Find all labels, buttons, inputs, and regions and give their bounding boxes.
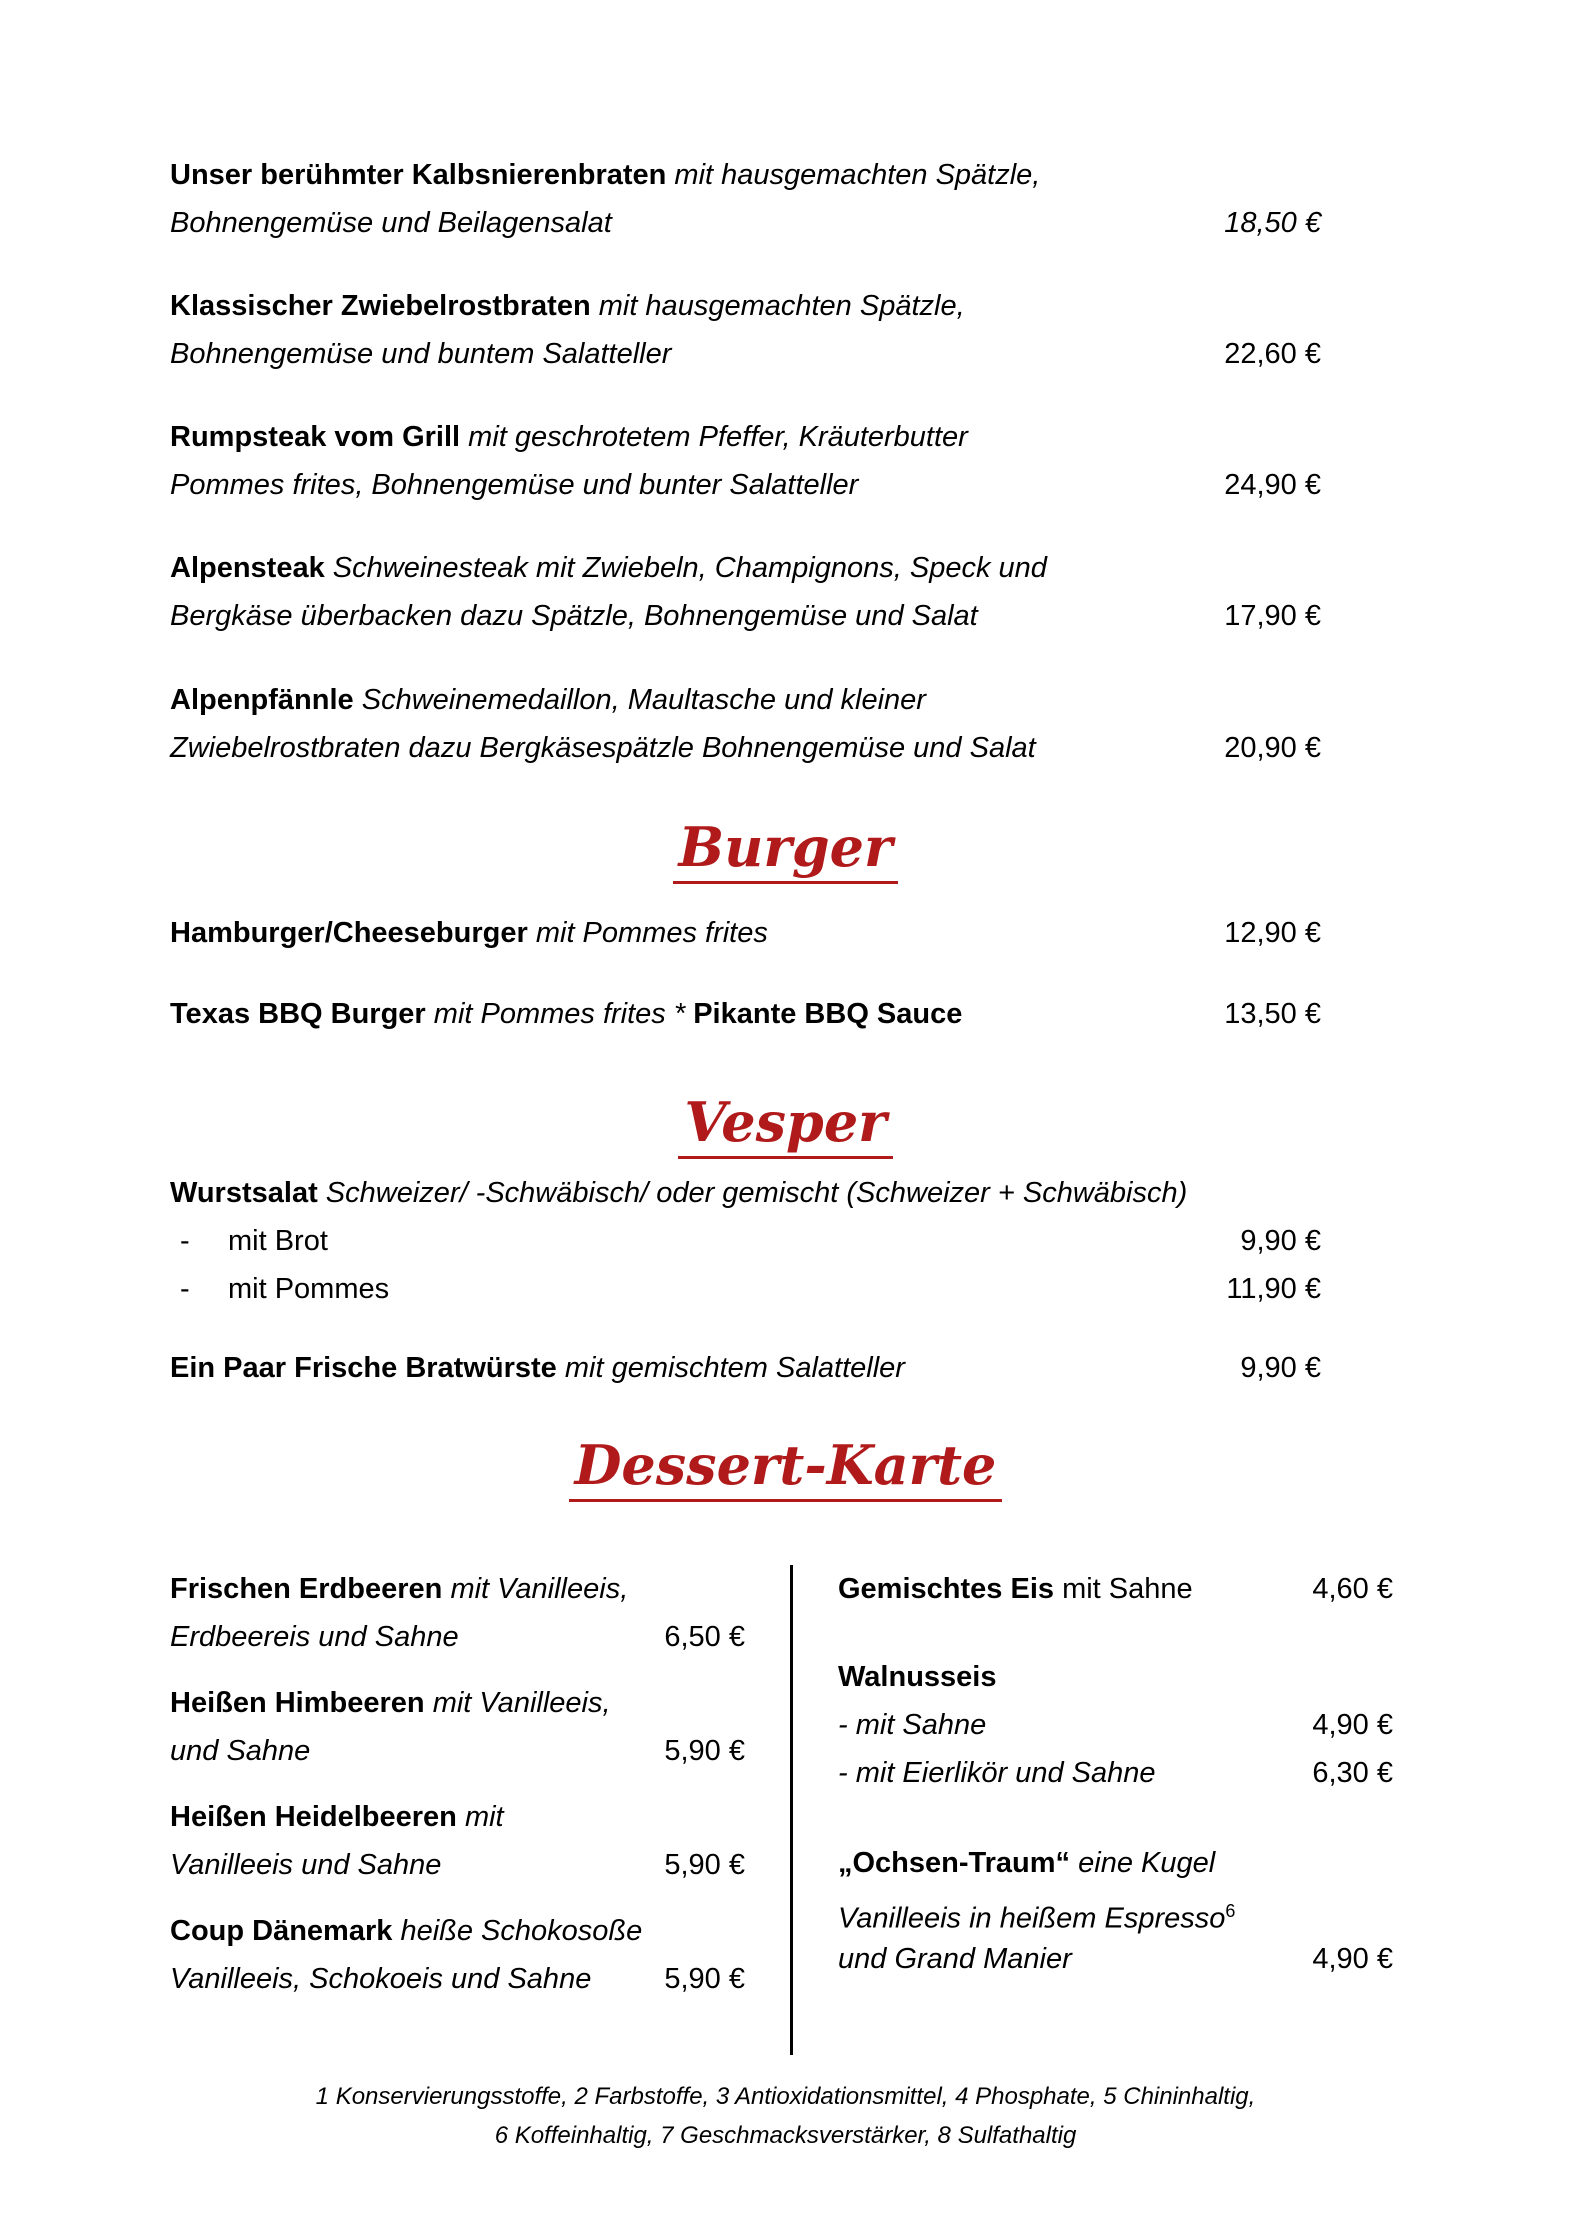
dish-name: Walnusseis bbox=[838, 1661, 997, 1693]
dish-desc: Bohnengemüse und Beilagensalat bbox=[170, 207, 612, 239]
dish-name: Hamburger/Cheeseburger bbox=[170, 917, 528, 949]
dish-name: Texas BBQ Burger bbox=[170, 998, 426, 1030]
dish-price: 17,90 € bbox=[1224, 600, 1321, 632]
section-title-burger: Burger bbox=[0, 815, 1571, 879]
dish-desc: mit Sahne bbox=[1062, 1573, 1193, 1605]
dish-price: 20,90 € bbox=[1224, 732, 1321, 764]
dish-desc: mit Vanilleeis, bbox=[432, 1687, 611, 1719]
dish-desc: Bergkäse überbacken dazu Spätzle, Bohnengemüse und Salat bbox=[170, 600, 978, 632]
dish-price: 24,90 € bbox=[1224, 469, 1321, 501]
option-price: 4,90 € bbox=[1312, 1709, 1393, 1741]
footnote-line: 1 Konservierungsstoffe, 2 Farbstoffe, 3 Antioxidationsmittel, 4 Phosphate, 5 Chininhaltig, bbox=[315, 2083, 1256, 2110]
dish-name: Unser berühmter Kalbsnierenbraten bbox=[170, 159, 667, 191]
dish-extra: Pikante BBQ Sauce bbox=[693, 998, 963, 1030]
dish-desc: eine Kugel bbox=[1078, 1847, 1216, 1879]
dish-name: Frischen Erdbeeren bbox=[170, 1573, 443, 1605]
footnote-line: 6 Koffeinhaltig, 7 Geschmacksverstärker, 8 Sulfathaltig bbox=[494, 2122, 1077, 2149]
option-dash: - bbox=[180, 1273, 190, 1305]
option-dash: - bbox=[180, 1225, 190, 1257]
option-label: mit Pommes bbox=[228, 1273, 390, 1305]
section-title-vesper: Vesper bbox=[0, 1090, 1571, 1154]
dish-desc: heiße Schokosoße bbox=[400, 1915, 643, 1947]
dish-desc: mit Pommes frites * bbox=[433, 998, 686, 1030]
dish-desc: Erdbeereis und Sahne bbox=[170, 1621, 459, 1653]
option-label: - mit Eierlikör und Sahne bbox=[838, 1757, 1156, 1789]
dish-price: 4,60 € bbox=[1312, 1573, 1393, 1605]
option-price: 6,30 € bbox=[1312, 1757, 1393, 1789]
dish-name: Ein Paar Frische Bratwürste bbox=[170, 1352, 557, 1384]
dish-price: 6,50 € bbox=[664, 1621, 745, 1653]
dish-desc: mit geschrotetem Pfeffer, Kräuterbutter bbox=[468, 421, 968, 453]
dish-price: 13,50 € bbox=[1224, 998, 1321, 1030]
footnote-ref: 6 bbox=[1225, 1901, 1236, 1921]
dish-name: „Ochsen-Traum“ bbox=[838, 1847, 1071, 1879]
column-divider bbox=[790, 1565, 793, 2055]
section-title-dessert: Dessert-Karte bbox=[0, 1433, 1571, 1497]
dish-desc: mit gemischtem Salatteller bbox=[564, 1352, 905, 1384]
dish-desc: Schweinesteak mit Zwiebeln, Champignons, Speck und bbox=[332, 552, 1047, 584]
dish-desc: Zwiebelrostbraten dazu Bergkäsespätzle Bohnengemüse und Salat bbox=[170, 732, 1036, 764]
dish-price: 18,50 € bbox=[1224, 207, 1321, 239]
dish-name: Rumpsteak vom Grill bbox=[170, 421, 461, 453]
dish-price: 12,90 € bbox=[1224, 917, 1321, 949]
dish-price: 5,90 € bbox=[664, 1735, 745, 1767]
dish-desc: mit hausgemachten Spätzle, bbox=[674, 159, 1041, 191]
dish-name: Alpensteak bbox=[170, 552, 325, 584]
dish-desc: mit bbox=[464, 1801, 504, 1833]
dish-name: Heißen Heidelbeeren bbox=[170, 1801, 457, 1833]
dish-name: Klassischer Zwiebelrostbraten bbox=[170, 290, 591, 322]
option-price: 11,90 € bbox=[1226, 1273, 1321, 1305]
dish-desc: mit Vanilleeis, bbox=[450, 1573, 629, 1605]
option-label: mit Brot bbox=[228, 1225, 328, 1257]
dish-name: Gemischtes Eis bbox=[838, 1573, 1054, 1605]
dish-desc: Vanilleeis, Schokoeis und Sahne bbox=[170, 1963, 592, 1995]
dish-desc: Vanilleeis in heißem Espresso bbox=[838, 1902, 1226, 1935]
dish-name: Alpenpfännle bbox=[170, 684, 354, 716]
dish-desc: und Sahne bbox=[170, 1735, 311, 1767]
dish-desc: Vanilleeis und Sahne bbox=[170, 1849, 442, 1881]
dish-desc: und Grand Manier bbox=[838, 1943, 1072, 1975]
option-label: - mit Sahne bbox=[838, 1709, 987, 1741]
dish-name: Coup Dänemark bbox=[170, 1915, 393, 1947]
dish-desc: Schweizer/ -Schwäbisch/ oder gemischt (Schweizer + Schwäbisch) bbox=[325, 1177, 1188, 1209]
dish-desc: mit Pommes frites bbox=[535, 917, 768, 949]
dish-price: 5,90 € bbox=[664, 1849, 745, 1881]
dish-desc: Bohnengemüse und buntem Salatteller bbox=[170, 338, 672, 370]
dish-desc: mit hausgemachten Spätzle, bbox=[598, 290, 965, 322]
dish-price: 5,90 € bbox=[664, 1963, 745, 1995]
dish-desc: Schweinemedaillon, Maultasche und kleiner bbox=[361, 684, 926, 716]
dish-price: 9,90 € bbox=[1240, 1352, 1321, 1384]
dish-name: Wurstsalat bbox=[170, 1177, 318, 1209]
dish-price: 4,90 € bbox=[1312, 1943, 1393, 1975]
dish-price: 22,60 € bbox=[1224, 338, 1321, 370]
option-price: 9,90 € bbox=[1240, 1225, 1321, 1257]
dish-desc: Pommes frites, Bohnengemüse und bunter Salatteller bbox=[170, 469, 859, 501]
dish-name: Heißen Himbeeren bbox=[170, 1687, 425, 1719]
